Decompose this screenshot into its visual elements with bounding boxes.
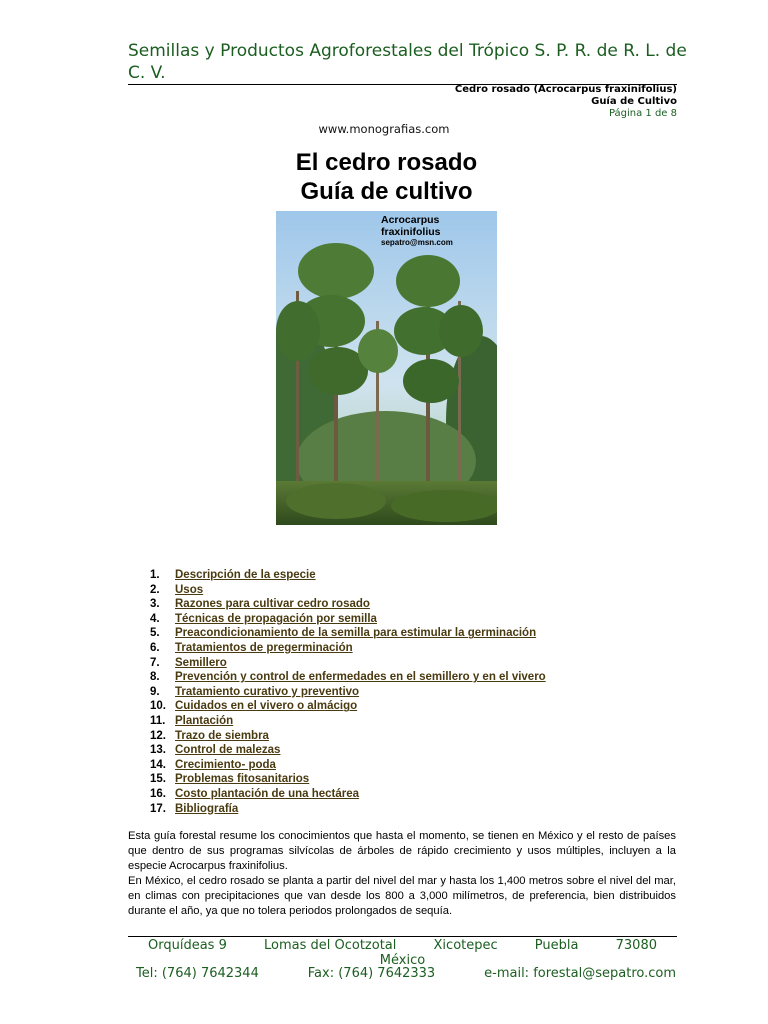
toc-item [150, 656, 546, 671]
toc-item [150, 699, 546, 714]
forest-photo [276, 211, 497, 525]
toc-number: 13. [150, 744, 166, 757]
toc-number: 3. [150, 598, 160, 611]
toc-link[interactable]: Tratamientos de pregerminación [175, 641, 353, 654]
toc-item [150, 758, 546, 773]
toc-link[interactable]: Control de malezas [175, 744, 281, 757]
toc-item [150, 787, 546, 802]
toc-link[interactable]: Crecimiento- poda [175, 758, 276, 771]
toc-number: 15. [150, 773, 166, 786]
company-name: Semillas y Productos Agroforestales del Trópico S. P. R. de R. L. de C. V. [128, 41, 687, 83]
toc-item [150, 612, 546, 627]
forest-illustration [276, 211, 497, 525]
toc-link[interactable]: Semillero [175, 656, 227, 669]
photo-email: sepatro@msn.com [381, 238, 453, 247]
title-line-1: El cedro rosado [295, 149, 478, 176]
photo-caption [381, 214, 497, 247]
toc-link[interactable]: Bibliografía [175, 802, 239, 815]
toc-item [150, 568, 546, 583]
toc-link[interactable]: Prevención y control de enfermedades en el semillero y en el vivero [175, 671, 546, 684]
toc-number: 2. [150, 583, 160, 596]
toc-link[interactable]: Descripción de la especie [175, 569, 316, 581]
footer-rule [128, 936, 677, 937]
toc-item [150, 714, 546, 729]
title-line-2: Guía de cultivo [300, 178, 473, 205]
paragraph-2: En México, el cedro rosado se planta a partir del nivel del mar y hasta los 1,400 metros sobre el nivel del mar, en climas con precipitaciones que van desde los 800 a 3,000 milímetros, de preferencia, bien distribuidos durante el año, ya que no tolera periodos prolongados de sequía. [128, 875, 676, 917]
toc-item [150, 743, 546, 758]
toc-item [150, 583, 546, 598]
toc-number: 14. [150, 758, 166, 771]
toc-number: 7. [150, 656, 160, 669]
table-of-contents [150, 568, 546, 816]
footer-email[interactable]: e-mail: forestal@sepatro.com [484, 966, 676, 981]
footer-fax: Fax: (764) 7642333 [307, 966, 436, 981]
toc-item [150, 802, 546, 817]
toc-item [150, 670, 546, 685]
toc-link[interactable]: Tratamiento curativo y preventivo [175, 685, 360, 698]
toc-link[interactable]: Cuidados en el vivero o almácigo [175, 700, 358, 713]
toc-link[interactable]: Costo plantación de una hectárea [175, 787, 360, 800]
toc-number: 6. [150, 641, 160, 654]
toc-link[interactable]: Problemas fitosanitarios [175, 773, 310, 786]
toc-number: 1. [150, 569, 160, 581]
doc-title: Cedro rosado (Acrocarpus fraxinifolius) [454, 84, 677, 95]
toc-item [150, 685, 546, 700]
document-meta [455, 84, 677, 120]
toc-link[interactable]: Plantación [175, 714, 234, 727]
footer-zip: 73080 [615, 938, 657, 953]
page-number: Página 1 de 8 [608, 108, 677, 119]
toc-item [150, 641, 546, 656]
toc-number: 10. [150, 700, 166, 713]
doc-subtitle: Guía de Cultivo [591, 96, 677, 107]
toc-link[interactable]: Trazo de siembra [175, 729, 269, 742]
toc-item [150, 729, 546, 744]
footer-state: Puebla [534, 938, 579, 953]
toc-number: 9. [150, 685, 160, 698]
toc-number: 17. [150, 802, 166, 815]
toc-item [150, 772, 546, 787]
footer-tel: Tel: (764) 7642344 [136, 966, 259, 981]
toc-number: 12. [150, 729, 166, 742]
footer-neighborhood: Lomas del Ocotzotal [264, 938, 397, 953]
footer-city: Xicotepec [433, 938, 498, 953]
footer-address [128, 938, 677, 968]
toc-number: 11. [150, 714, 166, 727]
page-title [0, 148, 768, 206]
toc-number: 4. [150, 612, 160, 625]
toc-number: 16. [150, 787, 166, 800]
website: www.monografias.com [318, 122, 450, 136]
footer-country: México [379, 953, 426, 968]
toc-link[interactable]: Preacondicionamiento de la semilla para estimular la germinación [175, 627, 537, 640]
toc-link[interactable]: Técnicas de propagación por semilla [175, 612, 377, 625]
paragraph-1: Esta guía forestal resume los conocimientos que hasta el momento, se tienen en México y el resto de países que dentro de sus programas silvícolas de árboles de rápido crecimiento y usos múltiples, incluyen a la especie Acrocarpus fraxinifolius. [128, 830, 676, 872]
footer-street: Orquídeas 9 [148, 938, 227, 953]
toc-number: 5. [150, 627, 160, 640]
photo-species: Acrocarpus fraxinifolius [381, 214, 441, 238]
toc-number: 8. [150, 671, 160, 684]
toc-item [150, 626, 546, 641]
intro-text [128, 829, 676, 919]
toc-item [150, 597, 546, 612]
toc-link[interactable]: Razones para cultivar cedro rosado [175, 598, 370, 611]
footer-contact [136, 966, 676, 981]
toc-link[interactable]: Usos [175, 583, 204, 596]
